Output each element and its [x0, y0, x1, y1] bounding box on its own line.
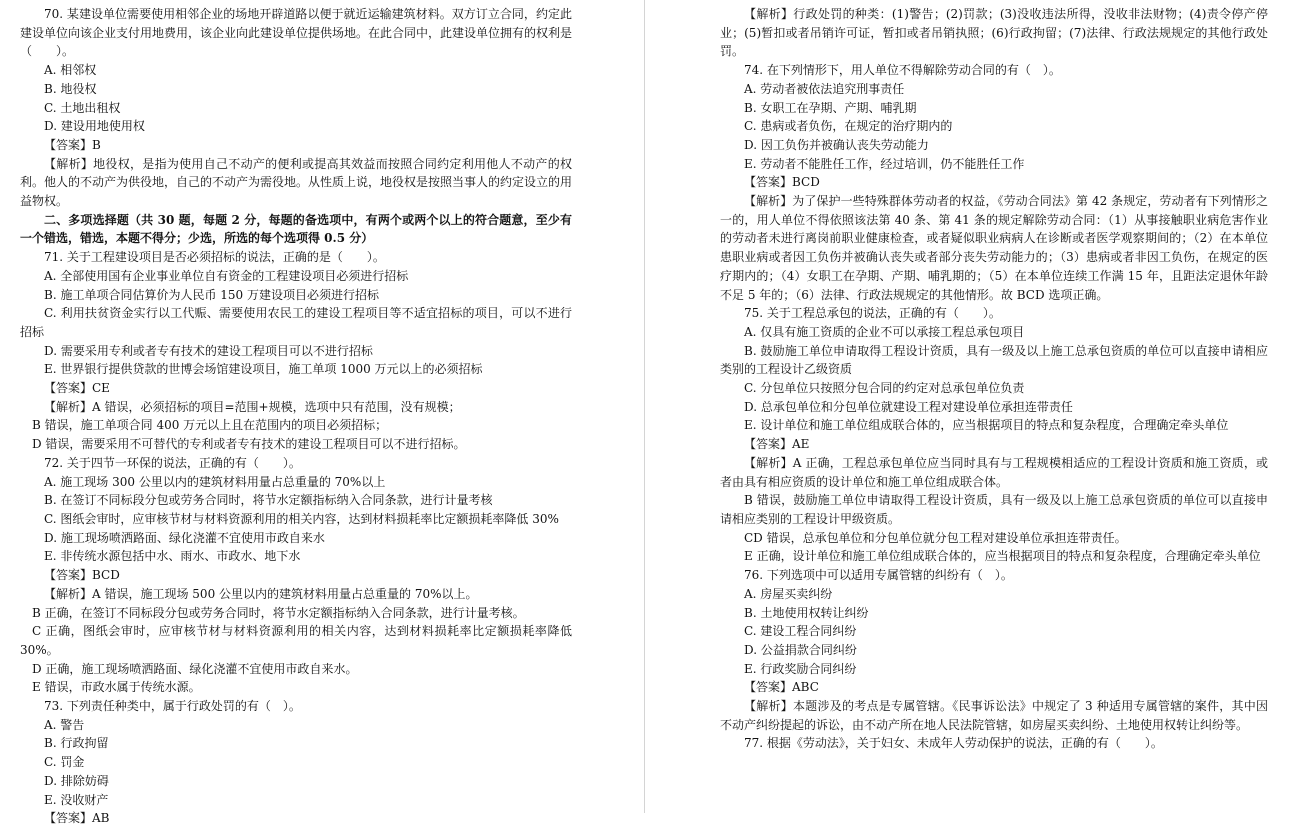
option: E. 非传统水源包括中水、雨水、市政水、地下水 [44, 549, 301, 564]
option: A. 劳动者被依法追究刑事责任 [744, 81, 905, 96]
option: D. 因工负伤并被确认丧失劳动能力 [744, 137, 929, 152]
option: E. 没收财产 [44, 792, 109, 807]
question-70-stem: 70. 某建设单位需要使用相邻企业的场地开辟道路以便于就近运输建筑材料。双方订立合同，约定此建设单位向该企业支付用地费用，该企业向此建设单位提供场地。在此合同中，此建设单位拥有的权利是（ ）。 [20, 7, 573, 59]
answer: 【答案】BCD [44, 568, 120, 583]
answer: 【答案】AB [44, 811, 110, 826]
option: C. 罚金 [44, 755, 85, 770]
option: D. 排除妨碍 [44, 773, 109, 788]
answer: 【答案】AE [744, 437, 810, 452]
answer: 【答案】B [44, 137, 101, 152]
option: D. 建设用地使用权 [44, 119, 145, 134]
analysis: 【解析】行政处罚的种类：(1)警告；(2)罚款；(3)没收违法所得，没收非法财物；(4)责令停产停业；(5)暂扣或者吊销许可证，暂扣或者吊销执照；(6)行政拘留；(7)法律、行政法规规定的其他行政处罚。 [720, 7, 1268, 59]
option: B. 在签订不同标段分包或劳务合同时，将节水定额指标纳入合同条款，进行计量考核 [44, 493, 493, 508]
analysis: 【解析】A 错误，必须招标的项目=范围+规模，选项中只有范围，没有规模； [44, 399, 461, 414]
option: C. 图纸会审时，应审核节材与材料资源利用的相关内容，达到材料损耗率比定额损耗率降低 30% [44, 511, 559, 526]
analysis: E 正确，设计单位和施工单位组成联合体的，应当根据项目的特点和复杂程度，合理确定牵头单位 [744, 549, 1261, 564]
question-71-stem: 71. 关于工程建设项目是否必须招标的说法，正确的是（ ）。 [44, 250, 385, 265]
option: E. 设计单位和施工单位组成联合体的，应当根据项目的特点和复杂程度，合理确定牵头单位 [744, 418, 1229, 433]
page-divider [644, 0, 645, 813]
option: B. 鼓励施工单位申请取得工程设计资质，具有一级及以上施工总承包资质的单位可以直接申请相应类别的工程设计乙级资质 [720, 343, 1268, 377]
option: C. 患病或者负伤，在规定的治疗期内的 [744, 119, 953, 134]
option: C. 分包单位只按照分包合同的约定对总承包单位负责 [744, 381, 1025, 396]
option: E. 世界银行提供贷款的世博会场馆建设项目，施工单项 1000 万元以上的必须招标 [44, 362, 483, 377]
option: A. 仅具有施工资质的企业不可以承接工程总承包项目 [744, 324, 1025, 339]
question-74-stem: 74. 在下列情形下，用人单位不得解除劳动合同的有（ ）。 [744, 63, 1061, 78]
option: B. 土地使用权转让纠纷 [744, 605, 869, 620]
option: B. 女职工在孕期、产期、哺乳期 [744, 100, 917, 115]
option: B. 行政拘留 [44, 736, 109, 751]
analysis: C 正确，图纸会审时，应审核节材与材料资源利用的相关内容，达到材料损耗率比定额损耗率降低 30%。 [20, 624, 572, 657]
option: D. 需要采用专利或者专有技术的建设工程项目可以不进行招标 [44, 343, 373, 358]
option: C. 土地出租权 [44, 100, 121, 115]
analysis: E 错误，市政水属于传统水源。 [32, 680, 201, 695]
option: A. 全部使用国有企业事业单位自有资金的工程建设项目必须进行招标 [44, 268, 409, 283]
answer: 【答案】BCD [744, 175, 820, 190]
question-72-stem: 72. 关于四节一环保的说法，正确的有（ ）。 [44, 455, 301, 470]
option: A. 房屋买卖纠纷 [744, 586, 833, 601]
question-75-stem: 75. 关于工程总承包的说法，正确的有（ ）。 [744, 306, 1001, 321]
analysis: 【解析】本题涉及的考点是专属管辖。《民事诉讼法》中规定了 3 种适用专属管辖的案件，其中因不动产纠纷提起的诉讼，由不动产所在地人民法院管辖，如房屋买卖纠纷、土地使用权转让纠纷等。 [720, 699, 1268, 732]
analysis: 【解析】地役权，是指为使用自己不动产的便利或提高其效益而按照合同约定利用他人不动产的权利。他人的不动产为供役地，自己的不动产为需役地。从性质上说，地役权是按照当事人的约定设立的用益物权。 [20, 156, 573, 209]
option: A. 施工现场 300 公里以内的建筑材料用量占总重量的 70%以上 [44, 474, 386, 489]
analysis: B 正确，在签订不同标段分包或劳务合同时，将节水定额指标纳入合同条款，进行计量考核。 [32, 605, 525, 620]
analysis: D 错误，需要采用不可替代的专利或者专有技术的建设工程项目可以不进行招标。 [32, 437, 466, 452]
answer: 【答案】CE [44, 381, 110, 396]
option: B. 施工单项合同估算价为人民币 150 万建设项目必须进行招标 [44, 287, 379, 302]
option: D. 施工现场喷洒路面、绿化浇灌不宜使用市政自来水 [44, 530, 325, 545]
option: A. 相邻权 [44, 63, 97, 78]
option: E. 劳动者不能胜任工作，经过培训，仍不能胜任工作 [744, 156, 1025, 171]
analysis: 【解析】A 错误，施工现场 500 公里以内的建筑材料用量占总重量的 70%以上。 [44, 586, 478, 601]
section-heading: 二、多项选择题（共 30 题，每题 2 分，每题的备选项中，有两个或两个以上的符合题意，至少有一个错选，错选，本题不得分；少选，所选的每个选项得 0.5 分） [20, 212, 572, 246]
analysis: B 错误，施工单项合同 400 万元以上且在范围内的项目必须招标； [32, 418, 388, 433]
question-77-stem: 77. 根据《劳动法》，关于妇女、未成年人劳动保护的说法，正确的有（ ）。 [744, 736, 1163, 751]
option: A. 警告 [44, 717, 85, 732]
left-page [20, 5, 573, 826]
option: D. 公益捐款合同纠纷 [744, 642, 857, 657]
analysis: 【解析】A 正确，工程总承包单位应当同时具有与工程规模相适应的工程设计资质和施工资质，或者由具有相应资质的设计单位和施工单位组成联合体。 [720, 455, 1268, 489]
answer: 【答案】ABC [744, 680, 819, 695]
option: C. 建设工程合同纠纷 [744, 624, 857, 639]
option: C. 利用扶贫资金实行以工代赈、需要使用农民工的建设工程项目等不适宜招标的项目，可以不进行招标 [20, 306, 572, 339]
question-73-stem: 73. 下列责任种类中，属于行政处罚的有（ ）。 [44, 699, 301, 714]
option: E. 行政奖励合同纠纷 [744, 661, 857, 676]
option: D. 总承包单位和分包单位就建设工程对建设单位承担连带责任 [744, 399, 1073, 414]
question-76-stem: 76. 下列选项中可以适用专属管辖的纠纷有（ ）。 [744, 568, 1013, 583]
analysis: D 正确，施工现场喷洒路面、绿化浇灌不宜使用市政自来水。 [32, 661, 358, 676]
option: B. 地役权 [44, 81, 97, 96]
analysis: CD 错误，总承包单位和分包单位就分包工程对建设单位承担连带责任。 [744, 530, 1127, 545]
analysis: B 错误，鼓励施工单位申请取得工程设计资质，具有一级及以上施工总承包资质的单位可以直接申请相应类别的工程设计甲级资质。 [720, 493, 1268, 526]
right-page [720, 5, 1268, 813]
analysis: 【解析】为了保护一些特殊群体劳动者的权益，《劳动合同法》第 42 条规定，劳动者有下列情形之一的，用人单位不得依照该法第 40 条、第 41 条的规定解除劳动合同：（1）从事接触职业病危害作业的劳动者未进行离岗前职业健康检查，或者疑似职业病病人在诊断或者医学观察期间的；（2）在本单位患职业病或者因工负伤并被确认丧失或者部分丧失劳动能力的；（3）患病或者非因工负伤，在规定的医疗期内的；（4）女职工在孕期、产期、哺乳期的；（5）在本单位连续工作满 15 年，且距法定退休年龄不足 5 年的；（6）法律、行政法规规定的其他情形。故 BCD 选项正确。 [720, 194, 1269, 302]
